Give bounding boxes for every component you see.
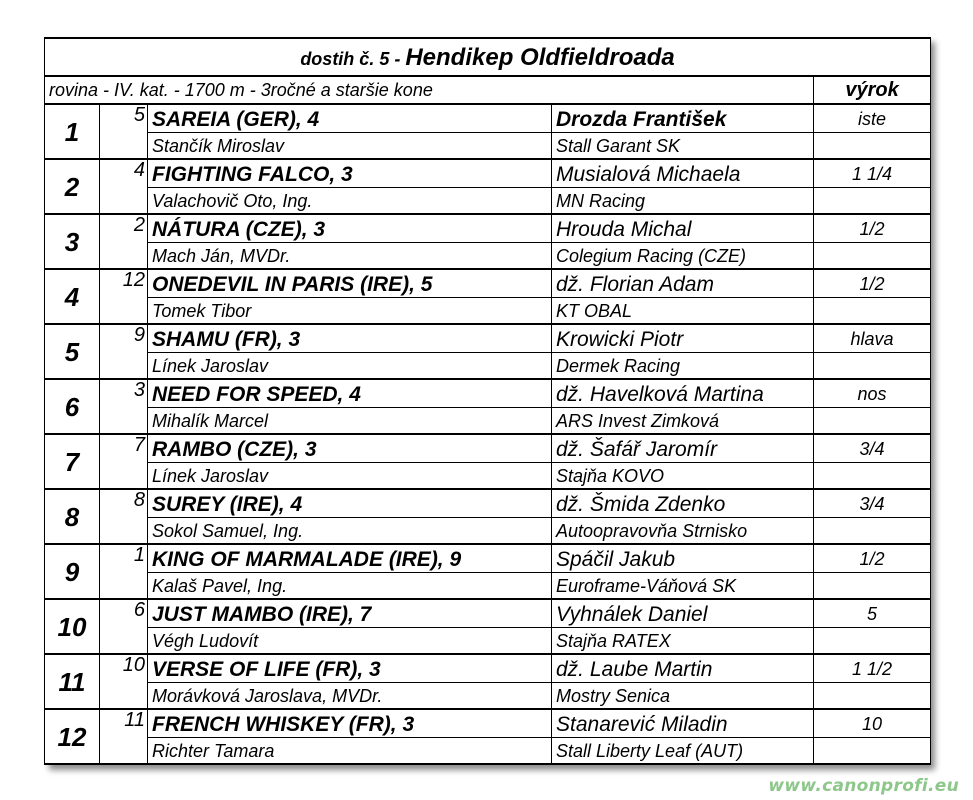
- empty-cell: [814, 408, 931, 435]
- horse-number: 8: [100, 489, 148, 544]
- trainer-name: Morávková Jaroslava, MVDr.: [148, 683, 552, 710]
- empty-cell: [814, 243, 931, 270]
- jockey-name: Vyhnálek Daniel: [552, 599, 814, 628]
- result-row: [45, 104, 931, 133]
- horse-number: 2: [100, 214, 148, 269]
- owner-name: Stajňa KOVO: [552, 463, 814, 490]
- jockey-name: Spáčil Jakub: [552, 544, 814, 573]
- horse-name: KING OF MARMALADE (IRE), 9: [148, 544, 552, 573]
- race-results-table: [44, 37, 931, 765]
- result-row-details: [45, 353, 931, 380]
- horse-number: 5: [100, 104, 148, 159]
- jockey-name: Drozda František: [552, 104, 814, 133]
- trainer-name: Kalaš Pavel, Ing.: [148, 573, 552, 600]
- jockey-name: Krowicki Piotr: [552, 324, 814, 353]
- result-row: [45, 214, 931, 243]
- trainer-name: Línek Jaroslav: [148, 463, 552, 490]
- finish-place: 1: [45, 104, 100, 159]
- finish-margin: 3/4: [814, 489, 931, 518]
- empty-cell: [814, 353, 931, 380]
- trainer-name: Tomek Tibor: [148, 298, 552, 325]
- horse-number: 1: [100, 544, 148, 599]
- trainer-name: Sokol Samuel, Ing.: [148, 518, 552, 545]
- owner-name: Stajňa RATEX: [552, 628, 814, 655]
- finish-margin: hlava: [814, 324, 931, 353]
- finish-place: 2: [45, 159, 100, 214]
- horse-name: JUST MAMBO (IRE), 7: [148, 599, 552, 628]
- owner-name: Stall Garant SK: [552, 133, 814, 160]
- owner-name: Euroframe-Váňová SK: [552, 573, 814, 600]
- result-row-details: [45, 243, 931, 270]
- owner-name: MN Racing: [552, 188, 814, 215]
- jockey-name: dž. Šmida Zdenko: [552, 489, 814, 518]
- horse-name: VERSE OF LIFE (FR), 3: [148, 654, 552, 683]
- jockey-name: dž. Šafář Jaromír: [552, 434, 814, 463]
- trainer-name: Mach Ján, MVDr.: [148, 243, 552, 270]
- finish-place: 3: [45, 214, 100, 269]
- result-row: [45, 269, 931, 298]
- trainer-name: Mihalík Marcel: [148, 408, 552, 435]
- finish-place: 12: [45, 709, 100, 764]
- watermark: www.canonprofi.eu: [768, 776, 959, 796]
- finish-margin: 3/4: [814, 434, 931, 463]
- horse-name: NÁTURA (CZE), 3: [148, 214, 552, 243]
- jockey-name: dž. Laube Martin: [552, 654, 814, 683]
- horse-number: 3: [100, 379, 148, 434]
- horse-name: ONEDEVIL IN PARIS (IRE), 5: [148, 269, 552, 298]
- jockey-name: Hrouda Michal: [552, 214, 814, 243]
- owner-name: Mostry Senica: [552, 683, 814, 710]
- result-row: [45, 544, 931, 573]
- result-row: [45, 599, 931, 628]
- results-sheet: [44, 37, 930, 765]
- result-row-details: [45, 188, 931, 215]
- result-row: [45, 324, 931, 353]
- finish-margin: 1 1/4: [814, 159, 931, 188]
- result-row: [45, 654, 931, 683]
- jockey-name: Stanarević Miladin: [552, 709, 814, 738]
- result-row-details: [45, 573, 931, 600]
- result-row-details: [45, 683, 931, 710]
- finish-margin: 5: [814, 599, 931, 628]
- horse-number: 10: [100, 654, 148, 709]
- title-row: [45, 38, 931, 76]
- owner-name: Colegium Racing (CZE): [552, 243, 814, 270]
- horse-name: FRENCH WHISKEY (FR), 3: [148, 709, 552, 738]
- empty-cell: [814, 573, 931, 600]
- jockey-name: dž. Florian Adam: [552, 269, 814, 298]
- empty-cell: [814, 133, 931, 160]
- finish-margin: 10: [814, 709, 931, 738]
- finish-place: 10: [45, 599, 100, 654]
- result-row-details: [45, 298, 931, 325]
- finish-margin: iste: [814, 104, 931, 133]
- horse-name: NEED FOR SPEED, 4: [148, 379, 552, 408]
- horse-number: 11: [100, 709, 148, 764]
- owner-name: KT OBAL: [552, 298, 814, 325]
- empty-cell: [814, 463, 931, 490]
- owner-name: Stall Liberty Leaf (AUT): [552, 738, 814, 765]
- jockey-name: dž. Havelková Martina: [552, 379, 814, 408]
- horse-number: 9: [100, 324, 148, 379]
- margin-column-header: výrok: [814, 76, 931, 104]
- empty-cell: [814, 628, 931, 655]
- result-row-details: [45, 463, 931, 490]
- trainer-name: Stančík Miroslav: [148, 133, 552, 160]
- finish-place: 5: [45, 324, 100, 379]
- horse-name: SUREY (IRE), 4: [148, 489, 552, 518]
- race-conditions: rovina - IV. kat. - 1700 m - 3ročné a staršie kone: [45, 76, 814, 104]
- result-row: [45, 159, 931, 188]
- finish-place: 6: [45, 379, 100, 434]
- finish-margin: 1/2: [814, 269, 931, 298]
- finish-place: 4: [45, 269, 100, 324]
- trainer-name: Richter Tamara: [148, 738, 552, 765]
- result-row-details: [45, 738, 931, 765]
- empty-cell: [814, 188, 931, 215]
- subtitle-row: [45, 76, 931, 104]
- horse-number: 12: [100, 269, 148, 324]
- result-row: [45, 709, 931, 738]
- horse-name: RAMBO (CZE), 3: [148, 434, 552, 463]
- result-row-details: [45, 518, 931, 545]
- result-row-details: [45, 408, 931, 435]
- finish-margin: 1/2: [814, 214, 931, 243]
- race-number: dostih č. 5 -: [300, 49, 406, 69]
- empty-cell: [814, 298, 931, 325]
- empty-cell: [814, 518, 931, 545]
- owner-name: ARS Invest Zimková: [552, 408, 814, 435]
- result-row-details: [45, 628, 931, 655]
- finish-place: 9: [45, 544, 100, 599]
- trainer-name: Línek Jaroslav: [148, 353, 552, 380]
- horse-name: SHAMU (FR), 3: [148, 324, 552, 353]
- finish-place: 7: [45, 434, 100, 489]
- horse-name: SAREIA (GER), 4: [148, 104, 552, 133]
- finish-margin: 1 1/2: [814, 654, 931, 683]
- owner-name: Autoopravovňa Strnisko: [552, 518, 814, 545]
- result-row: [45, 434, 931, 463]
- result-row: [45, 489, 931, 518]
- result-row-details: [45, 133, 931, 160]
- race-title: [45, 38, 931, 76]
- finish-margin: nos: [814, 379, 931, 408]
- finish-place: 11: [45, 654, 100, 709]
- empty-cell: [814, 683, 931, 710]
- trainer-name: Végh Ludovít: [148, 628, 552, 655]
- horse-number: 4: [100, 159, 148, 214]
- race-name: Hendikep Oldfieldroada: [405, 44, 675, 71]
- horse-number: 6: [100, 599, 148, 654]
- owner-name: Dermek Racing: [552, 353, 814, 380]
- horse-number: 7: [100, 434, 148, 489]
- empty-cell: [814, 738, 931, 765]
- jockey-name: Musialová Michaela: [552, 159, 814, 188]
- horse-name: FIGHTING FALCO, 3: [148, 159, 552, 188]
- result-row: [45, 379, 931, 408]
- trainer-name: Valachovič Oto, Ing.: [148, 188, 552, 215]
- finish-place: 8: [45, 489, 100, 544]
- finish-margin: 1/2: [814, 544, 931, 573]
